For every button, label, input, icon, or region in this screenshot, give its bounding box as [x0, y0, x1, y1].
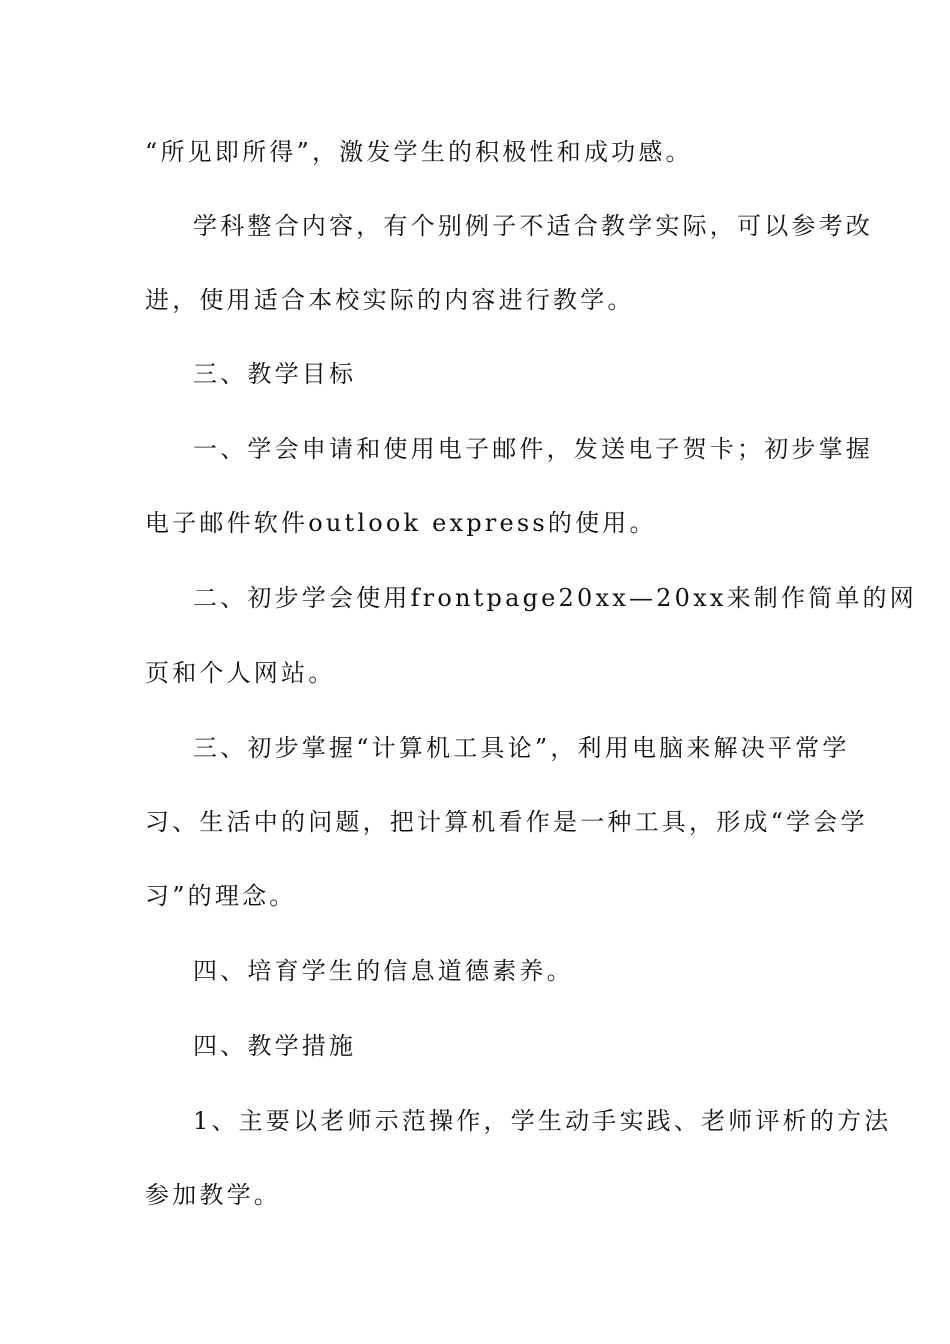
paragraph-line: “所见即所得”，激发学生的积极性和成功感。 — [145, 138, 693, 166]
paragraph-line: 1、主要以老师示范操作，学生动手实践、老师评析的方法 — [193, 1107, 892, 1135]
paragraph-line: 三、初步掌握“计算机工具论”，利用电脑来解决平常学 — [193, 734, 850, 762]
paragraph-line: 页和个人网站。 — [145, 659, 336, 687]
paragraph-line: 进，使用适合本校实际的内容进行教学。 — [145, 286, 635, 314]
paragraph-line: 习、生活中的问题，把计算机看作是一种工具，形成“学会学 — [145, 808, 868, 836]
paragraph-line: 一、学会申请和使用电子邮件，发送电子贺卡；初步掌握 — [193, 435, 873, 463]
paragraph-line: 电子邮件软件outlook express的使用。 — [145, 509, 657, 537]
paragraph-line: 学科整合内容，有个别例子不适合教学实际，可以参考改 — [193, 212, 873, 240]
section-heading: 三、教学目标 — [193, 360, 357, 388]
section-heading: 四、教学措施 — [193, 1032, 357, 1060]
paragraph-line: 参加教学。 — [145, 1181, 281, 1209]
paragraph-line: 二、初步学会使用frontpage20xx—20xx来制作简单的网 — [193, 584, 917, 612]
paragraph-line: 四、培育学生的信息道德素养。 — [193, 957, 574, 985]
paragraph-line: 习”的理念。 — [145, 882, 297, 910]
